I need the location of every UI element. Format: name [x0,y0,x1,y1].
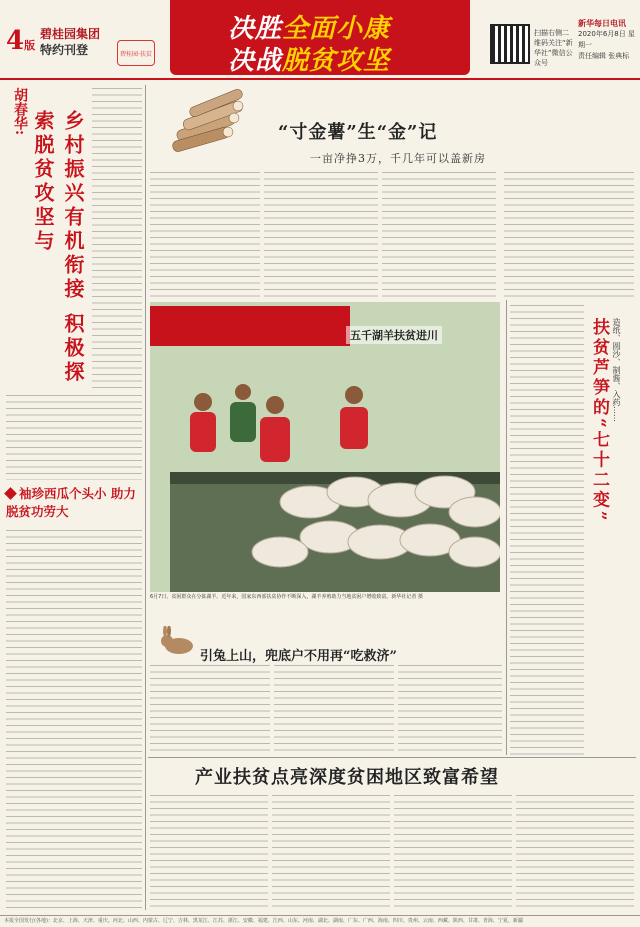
banner-line-1-a: 决胜 [228,14,283,44]
subarticle-body-text [6,530,142,910]
issue-date: 2020年6月8日 星期一 [578,30,635,49]
bottom-article-col-3 [394,795,512,910]
banner-line-2 [228,40,390,77]
bottom-article-col-2 [272,795,390,910]
qr-caption: 扫描右侧二维码关注“新华社”微信公众号 [534,29,573,67]
subarticle-headline [6,485,138,521]
sponsor-note: 特约刊登 [40,43,89,57]
yam-image [168,88,254,154]
rabbit-icon [157,626,197,656]
article-author: 胡春华: [12,88,28,136]
yam-article-col-1 [150,172,260,297]
paper-name: 新华每日电讯 [578,19,626,28]
sponsor-logo: 碧桂园·扶贫 [117,40,155,66]
yam-article-col-2 [264,172,378,297]
yam-article-col-4 [504,172,634,297]
asparagus-article-body [510,305,584,755]
subarticle-headline-text: 袖珍西瓜个头小 助力脱贫功劳大 [6,486,136,519]
masthead [0,0,640,80]
asparagus-article-title: 扶贫芦笋的“七十二变” [589,318,609,524]
bottom-article-col-1 [150,795,268,910]
sponsor-block [40,26,100,58]
banner-line-2-b: 脱贫攻坚 [282,46,391,76]
column-divider [145,85,146,910]
masthead-rule [0,78,640,80]
section-banner [170,0,470,75]
qr-code-icon[interactable] [490,24,530,64]
bullet-diamond-icon [4,487,17,500]
article-subtitle: 一亩净挣3万，千几年可以盖新房 [310,152,486,165]
banner-line-1-b: 全面小康 [282,14,391,44]
page-footer: 本报全国发行(各地)：北京、上海、天津、重庆、河北、山西、内蒙古、辽宁、吉林、黑龙江、江苏、浙江、安徽、福建、江西、山东、河南、湖北、湖南、广东、广西、海南、四川、贵州、云南、西藏、陕西、甘肃、青海、宁夏、新疆 [0,915,640,927]
banner-line-2-a: 决战 [228,46,283,76]
sponsor-name: 碧桂园集团 [40,27,101,41]
page-number [6,26,35,56]
asparagus-article-kicker: 造纸、圆沙、制酱、入药…… [612,318,621,422]
yam-article-col-3 [382,172,496,297]
editor-credit: 责任编辑 张典标 [578,52,630,60]
bottom-divider [148,757,636,758]
lead-body-text [92,88,142,388]
rabbit-article-col-3 [398,665,502,755]
lead-headline: 乡村振兴有机衔接 积极探索脱贫攻坚与 [31,110,85,385]
rabbit-article-title: 引兔上山，兜底户不用再“吃救济” [200,649,397,664]
photo-headline: 五千湖羊扶贫进川 [346,326,442,344]
page-suffix: 版 [24,39,36,52]
article-title: “寸金薯”生“金”记 [278,122,438,143]
page-number-value: 4 [6,26,25,56]
sheep-photo-illustration [150,302,500,592]
photo-caption: 6月7日，贫困群众在分拣湖羊。近年来，国家东西部扶贫协作不断深入，湖羊养殖助力当地贫困户增收致富。新华社记者 摄 [150,594,423,600]
bottom-article-col-4 [516,795,634,910]
lead-body-text-continued [6,395,142,480]
paper-info [578,18,640,62]
rabbit-article-col-1 [150,665,270,755]
sheep-photo [150,302,500,592]
rabbit-article-col-2 [274,665,394,755]
bottom-article-title: 产业扶贫点亮深度贫困地区致富希望 [195,767,499,788]
right-column-divider [506,300,507,755]
